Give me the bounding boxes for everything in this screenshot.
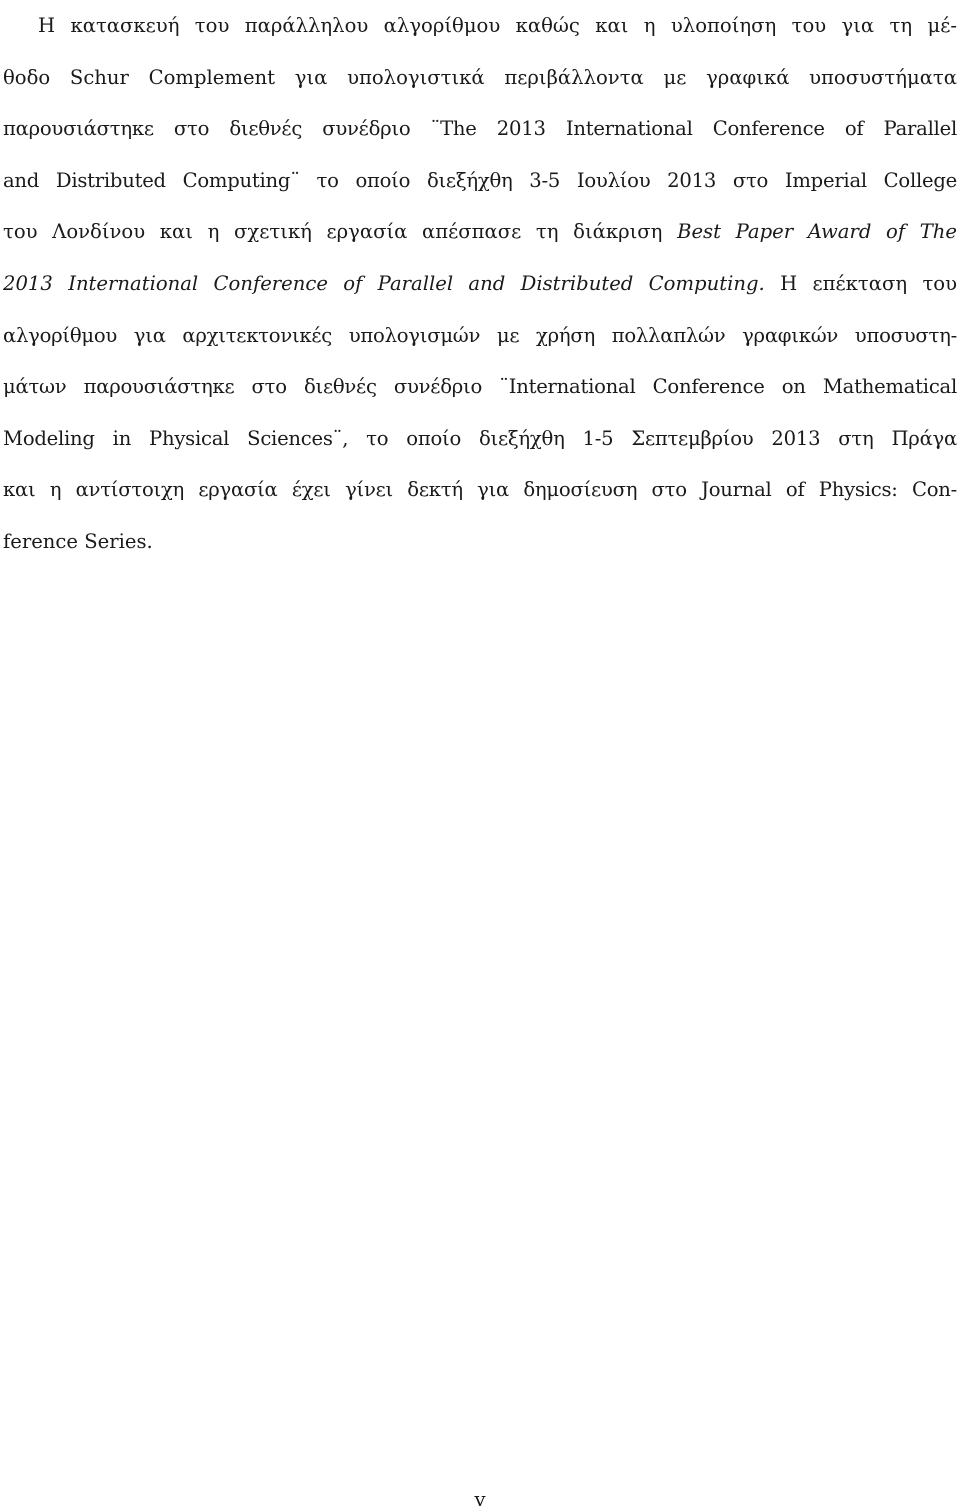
text-line: μάτων παρουσιάστηκε στο διεθνές συνέδριο ¨International Conference on Mathematical [3,375,957,399]
page-number: v [474,1488,486,1511]
text-line: και η αντίστοιχη εργασία έχει γίνει δεκτή για δημοσίευση στο Journal of Physics: Con- [3,478,957,502]
text-segment: Η επέκταση του [764,271,957,295]
award-title-italic: Best Paper Award of The [677,220,957,244]
conference-title-italic: 2013 International Conference of Parallel and Distributed Computing. [3,271,765,295]
text-line: παρουσιάστηκε στο διεθνές συνέδριο ¨The 2013 International Conference of Parallel [3,117,957,141]
body-paragraph [3,0,957,568]
text-line [3,206,957,258]
text-line: αλγορίθμου για αρχιτεκτονικές υπολογισμών με χρήση πολλαπλών γραφικών υποσυστη- [3,323,957,347]
text-line-last: ference Series. [3,529,153,553]
text-line [3,258,957,310]
text-line: θοδο Schur Complement για υπολογιστικά περιβάλλοντα με γραφικά υποσυστήματα [3,65,957,89]
text-line: and Distributed Computing¨ το οποίο διεξήχθη 3-5 Ιουλίου 2013 στο Imperial College [3,168,957,192]
text-segment: του Λονδίνου και η σχετική εργασία απέσπασε τη διάκριση [3,220,678,244]
text-line: Η κατασκευή του παράλληλου αλγορίθμου καθώς και η υλοποίηση του για τη μέ- [38,14,957,37]
text-line: Modeling in Physical Sciences¨, το οποίο διεξήχθη 1-5 Σεπτεμβρίου 2013 στη Πράγα [3,426,957,450]
